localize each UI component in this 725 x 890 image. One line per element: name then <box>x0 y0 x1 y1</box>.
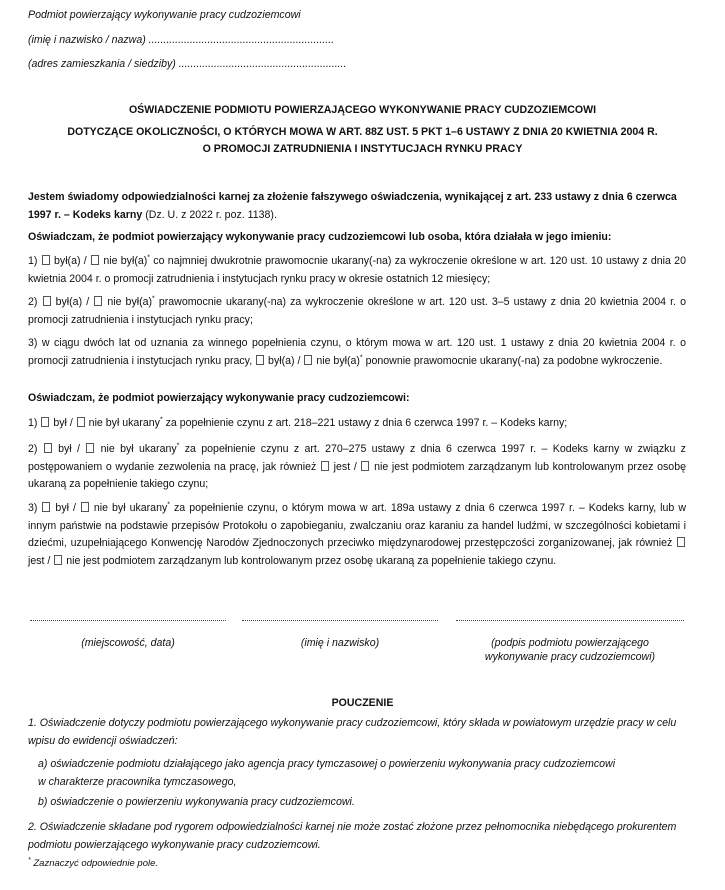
item-text: za popełnienie czynu, o którym mowa w art. 189a ustawy z dnia 6 czerwca 1997 r. – Kodeks karny, lub w innym państwie na podstawie przepisów Protokołu o zapobieganiu, zwalczaniu oraz karaniu za handel ludźmi, w szczególności kobietami i dziećmi, uzupełniającego Konwencję Narodów Zjednoczonych przeciwko międzynarodowej przestępczości zorganizowanej, jak również <box>28 502 686 549</box>
checkbox-was[interactable] <box>256 355 264 365</box>
option-is-label: jest / <box>333 460 357 473</box>
checkbox-is[interactable] <box>677 537 685 547</box>
checkbox-was-not[interactable] <box>94 296 102 306</box>
footnote-marker: * <box>159 416 163 424</box>
section1-item2 <box>28 294 686 329</box>
option-was-not-label: nie był ukarany <box>88 417 160 429</box>
footnote-marker: * <box>359 353 363 361</box>
footnote-marker: * <box>167 501 171 509</box>
option-was-not-label: nie był ukarany <box>93 502 168 514</box>
item-number: 2) <box>28 443 38 455</box>
option-was-label: był(a) / <box>268 354 301 367</box>
signature-place-date-label: (miejscowość, data) <box>81 637 175 649</box>
checkbox-is-not[interactable] <box>54 555 62 565</box>
document-title: OŚWIADCZENIE PODMIOTU POWIERZAJĄCEGO WYKONYWANIE PRACY CUDZOZIEMCOWI <box>128 104 597 116</box>
item-text: 3) w ciągu dwóch lat od uznania za winnego popełnienia czynu, o którym mowa w art. 120 ust. 1 ustawy z dnia 20 kwietnia 2004 r. o promocji zatrudnienia i instytucjach rynku pracy, <box>28 337 686 367</box>
employer-address-field[interactable]: (adres zamieszkania / siedziby) ......................................................... <box>28 58 347 70</box>
checkbox-was[interactable] <box>42 502 50 512</box>
section2-item2 <box>28 441 686 494</box>
section2-item1 <box>28 415 686 433</box>
instruction-p1b: b) oświadczenie o powierzeniu wykonywania pracy cudzoziemcowi. <box>38 796 355 808</box>
section2-item3 <box>28 500 686 570</box>
signature-signature-line[interactable] <box>456 610 684 621</box>
instruction-p2: 2. Oświadczenie składane pod rygorem odpowiedzialności karnej nie może zostać złożone przez pełnomocnika niebędącego prokurentem podmiotu powierzającego wykonywanie pracy cudzoziemcowi. <box>28 821 677 851</box>
checkbox-was-not[interactable] <box>86 443 94 453</box>
checkbox-was[interactable] <box>43 296 51 306</box>
option-was-label: był / <box>58 443 80 455</box>
section1-heading: Oświadczam, że podmiot powierzający wykonywanie pracy cudzoziemcowi lub osoba, która działała w jego imieniu: <box>28 231 612 243</box>
option-is-not-label: nie jest podmiotem zarządzanym lub kontrolowanym przez osobę ukaraną za popełnienie takiego czynu; <box>28 460 686 490</box>
checkbox-is[interactable] <box>321 461 329 471</box>
signature-signature-label-1: (podpis podmiotu powierzającego <box>491 637 649 649</box>
option-is-label: jest / <box>28 554 51 567</box>
document-subtitle-2: O PROMOCJI ZATRUDNIENIA I INSTYTUCJACH RYNKU PRACY <box>202 143 523 155</box>
instruction-p1a: a) oświadczenie podmiotu działającego jako agencja pracy tymczasowej o powierzeniu wykonywania pracy cudzoziemcowi w charakterze pracownika tymczasowego, <box>38 758 616 788</box>
checkbox-was-not[interactable] <box>91 255 99 265</box>
employer-label: Podmiot powierzający wykonywanie pracy cudzoziemcowi <box>28 9 301 21</box>
section2-heading: Oświadczam, że podmiot powierzający wykonywanie pracy cudzoziemcowi: <box>28 392 410 404</box>
option-was-label: był(a) / <box>54 255 87 267</box>
employer-name-field[interactable]: (imię i nazwisko / nazwa) ............................................................... <box>28 34 335 46</box>
item-number: 1) <box>28 417 38 429</box>
checkbox-was[interactable] <box>41 417 49 427</box>
option-was-label: był(a) / <box>55 296 90 308</box>
option-was-not-label: nie był(a) <box>107 296 153 308</box>
instruction-heading: POUCZENIE <box>331 697 394 709</box>
item-text: ponownie prawomocnie ukarany(-na) za podobne wykroczenie. <box>362 354 663 367</box>
signature-signature-label-2: wykonywanie pracy cudzoziemcowi) <box>484 651 656 663</box>
option-was-label: był / <box>53 417 73 429</box>
signature-place-date-line[interactable] <box>30 610 226 621</box>
footnote <box>28 858 158 869</box>
signature-name-line[interactable] <box>242 610 438 621</box>
signature-name-label: (imię i nazwisko) <box>300 637 380 649</box>
checkbox-was-not[interactable] <box>304 355 312 365</box>
document-subtitle-1: DOTYCZĄCE OKOLICZNOŚCI, O KTÓRYCH MOWA W ART. 88Z UST. 5 PKT 1–6 USTAWY Z DNIA 20 KWIETNIA 2004 R. <box>67 126 658 138</box>
item-text: co najmniej dwukrotnie prawomocnie ukarany(-na) za wykroczenie określone w art. 120 ust. 10 ustawy z dnia 20 kwietnia 2004 r. o promocji zatrudnienia i instytucjach rynku pracy w okresie ostatnich 12 miesięcy; <box>28 255 686 285</box>
item-number: 2) <box>28 296 38 308</box>
section1-item1 <box>28 253 686 288</box>
footnote-marker: * <box>176 442 180 450</box>
checkbox-was[interactable] <box>42 255 50 265</box>
item-text: za popełnienie czynu z art. 218–221 ustawy z dnia 6 czerwca 1997 r. – Kodeks karny; <box>162 417 568 429</box>
footnote-marker: * <box>152 295 155 303</box>
instruction-p1: 1. Oświadczenie dotyczy podmiotu powierzającego wykonywanie pracy cudzoziemcowi, który składa w powiatowym urzędzie pracy w celu wpisu do ewidencji oświadczeń: <box>28 717 677 747</box>
footnote-marker: * <box>147 254 151 262</box>
section1-item3 <box>28 335 686 370</box>
option-is-not-label: nie jest podmiotem zarządzanym lub kontrolowanym przez osobę ukaraną za popełnienie takiego czynu. <box>66 554 557 567</box>
item-text: prawomocnie ukarany(-na) za wykroczenie określone w art. 120 ust. 3–5 ustawy z dnia 20 kwietnia 2004 r. o promocji zatrudnienia i instytucjach rynku pracy; <box>28 296 686 326</box>
intro-plain: (Dz. U. z 2022 r. poz. 1138). <box>142 208 277 221</box>
option-was-label: był / <box>55 502 76 514</box>
checkbox-was-not[interactable] <box>77 417 85 427</box>
checkbox-was-not[interactable] <box>81 502 89 512</box>
intro-bold: Jestem świadomy odpowiedzialności karnej za złożenie fałszywego oświadczenia, wynikającej z art. 233 ustawy z dnia 6 czerwca 1997 r. – Kodeks karny <box>28 191 677 221</box>
intro-statement <box>28 189 686 224</box>
item-number: 1) <box>28 255 38 267</box>
footnote-marker: * <box>28 856 31 864</box>
item-number: 3) <box>28 502 38 514</box>
footnote-text: Zaznaczyć odpowiednie pole. <box>33 858 159 869</box>
option-was-not-label: nie był ukarany <box>100 443 177 455</box>
option-was-not-label: nie był(a) <box>316 354 360 367</box>
item-text: za popełnienie czynu z art. 270–275 ustawy z dnia 6 czerwca 1997 r. – Kodeks karny w związku z postępowaniem o wydanie zezwolenia na pracę, jak również <box>28 443 686 473</box>
checkbox-is-not[interactable] <box>361 461 369 471</box>
option-was-not-label: nie był(a) <box>103 255 148 267</box>
checkbox-was[interactable] <box>44 443 52 453</box>
